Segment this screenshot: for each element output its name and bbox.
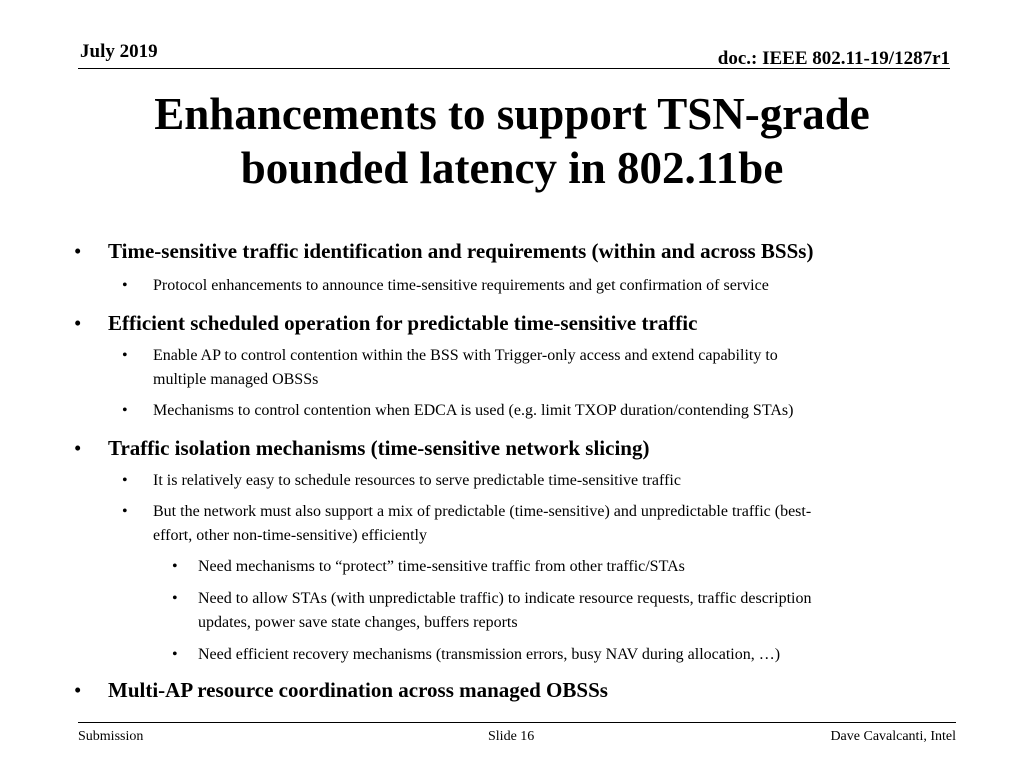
bullet-3-2-2: [172, 587, 812, 611]
bullet-3-2-line-1: But the network must also support a mix of predictable (time-sensitive) and unpredictable traffic (best-: [153, 503, 812, 520]
bullet-marker: •: [122, 472, 128, 489]
bullet-marker: •: [74, 678, 82, 702]
bullet-3: [74, 435, 650, 461]
bullet-1-1-text: Protocol enhancements to announce time-sensitive requirements and get confirmation of service: [153, 277, 769, 294]
bullet-2: [74, 310, 698, 336]
bullet-1-1: [122, 274, 769, 298]
bullet-marker: •: [172, 590, 178, 607]
bullet-marker: •: [74, 239, 82, 263]
bullet-2-1-line-2: multiple managed OBSSs: [153, 371, 319, 388]
bullet-2-2: [122, 399, 794, 423]
bullet-1-text: Time-sensitive traffic identification and requirements (within and across BSSs): [108, 239, 814, 263]
bullet-2-1-cont: [153, 368, 318, 392]
bullet-2-text: Efficient scheduled operation for predictable time-sensitive traffic: [108, 311, 698, 335]
bullet-2-1: [122, 344, 778, 368]
bullet-4-text: Multi-AP resource coordination across managed OBSSs: [108, 678, 608, 702]
slide-title-line-1: Enhancements to support TSN-grade: [154, 89, 870, 139]
bullet-marker: •: [122, 347, 128, 364]
bullet-3-2-2-cont: [198, 611, 518, 635]
bullet-3-2-2-line-2: updates, power save state changes, buffers reports: [198, 614, 518, 631]
bullet-3-2-line-2: effort, other non-time-sensitive) efficiently: [153, 527, 427, 544]
bullet-2-2-text: Mechanisms to control contention when EDCA is used (e.g. limit TXOP duration/contending STAs): [153, 402, 794, 419]
bullet-3-2-1: [172, 555, 685, 579]
bullet-3-2-2-line-1: Need to allow STAs (with unpredictable traffic) to indicate resource requests, traffic description: [198, 590, 812, 607]
bullet-3-2-cont: [153, 524, 427, 548]
bullet-marker: •: [122, 277, 128, 294]
bullet-3-2-3: [172, 643, 781, 667]
bullet-marker: •: [172, 558, 178, 575]
bullet-marker: •: [122, 402, 128, 419]
footer-submission: Submission: [78, 729, 144, 744]
bullet-marker: •: [122, 503, 128, 520]
bullet-2-1-line-1: Enable AP to control contention within the BSS with Trigger-only access and extend capability to: [153, 347, 778, 364]
header-date: July 2019: [80, 41, 158, 62]
slide-title-line-2: bounded latency in 802.11be: [240, 143, 784, 193]
bullet-1: [74, 238, 814, 264]
bullet-4: [74, 677, 608, 703]
bullet-3-text: Traffic isolation mechanisms (time-sensitive network slicing): [108, 436, 650, 460]
bullet-marker: •: [74, 311, 82, 335]
bullet-3-1: [122, 469, 681, 493]
bullet-3-2-1-text: Need mechanisms to “protect” time-sensitive traffic from other traffic/STAs: [198, 558, 685, 575]
bullet-marker: •: [172, 646, 178, 663]
footer-slide-number: Slide 16: [488, 729, 535, 744]
footer-divider: [78, 722, 956, 723]
bullet-marker: •: [74, 436, 82, 460]
header-doc-id: doc.: IEEE 802.11-19/1287r1: [717, 48, 950, 69]
bullet-3-2: [122, 500, 812, 524]
bullet-3-2-3-text: Need efficient recovery mechanisms (transmission errors, busy NAV during allocation, …): [198, 646, 781, 663]
footer-author: Dave Cavalcanti, Intel: [830, 729, 956, 744]
bullet-3-1-text: It is relatively easy to schedule resources to serve predictable time-sensitive traffic: [153, 472, 681, 489]
